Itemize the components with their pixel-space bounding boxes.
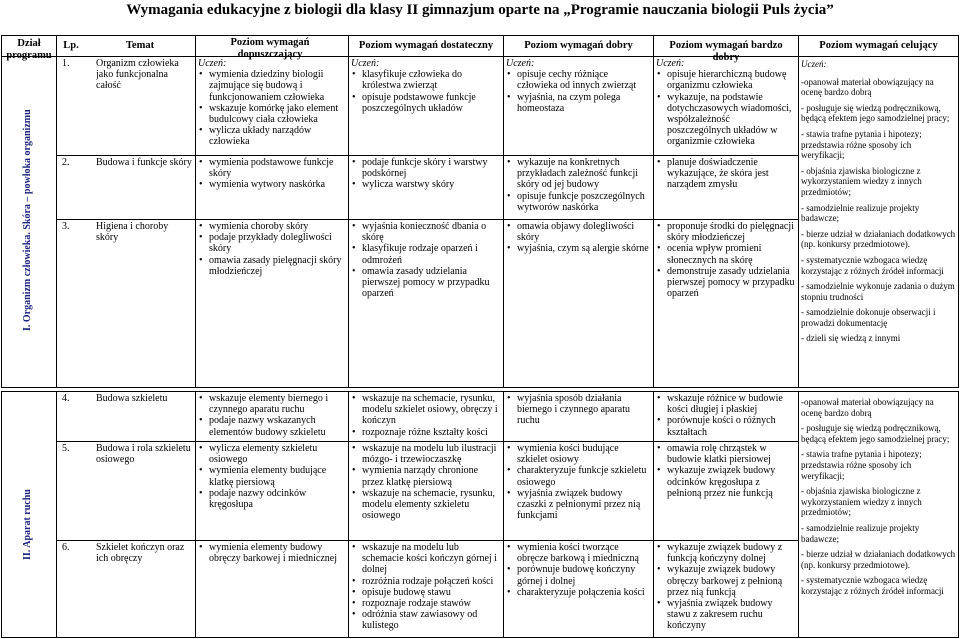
requirement-cell-dost <box>351 542 501 637</box>
row-topic: Szkielet kończyn oraz ich obręczy <box>96 542 185 565</box>
row-topic: Higiena i choroby skóry <box>96 221 169 244</box>
header-dobry: Poziom wymagań dobry <box>524 40 633 51</box>
header-dostateczny: Poziom wymagań dostateczny <box>358 40 494 51</box>
requirement-list <box>198 69 346 147</box>
requirement-item: • omawia zasady pielęgnacji skóry młodzieńczej <box>198 255 346 277</box>
requirement-list <box>198 393 346 438</box>
requirement-item: • wymienia elementy budowy obręczy barkowej i miednicznej <box>198 542 346 564</box>
requirement-item: • wyjaśnia, czym są alergie skórne <box>506 243 651 254</box>
row-number: 3. <box>62 221 70 232</box>
celujacy-item: - bierze udział w działaniach dodatkowych (np. konkursy przedmiotowe). <box>801 549 956 570</box>
requirement-cell-dop <box>198 443 346 539</box>
requirement-list <box>506 157 651 213</box>
requirement-item: • wyjaśnia związek budowy czaszki z pełnionymi przez nią funkcjami <box>506 488 651 522</box>
requirement-list <box>656 157 796 191</box>
header-lp: Lp. <box>63 40 79 51</box>
celujacy-item: - stawia trafne pytania i hipotezy; przedstawia różne sposoby ich weryfikacji; <box>801 128 922 161</box>
requirement-item: • rozróżnia rodzaje połączeń kości <box>351 576 501 587</box>
requirement-item: • wylicza warstwy skóry <box>351 179 501 190</box>
requirement-item: • opisuje podstawowe funkcje poszczególnych układów <box>351 92 501 114</box>
row-number: 4. <box>62 393 70 404</box>
requirement-list <box>506 542 651 598</box>
requirement-item: • charakteryzuje połączenia kości <box>506 587 651 598</box>
requirement-item: • porównuje kości o różnych kształtach <box>656 415 796 437</box>
celujacy-item: - dzieli się wiedzą z innymi <box>801 333 901 344</box>
requirement-list <box>351 443 501 521</box>
celujacy-item: - stawia trafne pytania i hipotezy; przedstawia różne sposoby ich weryfikacji; <box>801 449 922 481</box>
row-number: 5. <box>62 443 70 454</box>
requirement-item: • wskazuje komórkę jako element budulcowy ciała człowieka <box>198 103 346 125</box>
requirement-cell-dob <box>506 157 651 218</box>
celujacy-item: -opanował materiał obowiązujący na ocenę bardzo dobrą <box>801 76 934 98</box>
requirement-item: • wykazuje związek budowy z funkcją kończyny dolnej <box>656 542 796 564</box>
requirement-item: • wskazuje na schemacie, rysunku, modelu szkielet osiowy, obręczy i kończyn <box>351 393 501 427</box>
celujacy-item: - posługuje się wiedzą podręcznikową, będącą efektem jego samodzielnej pracy; <box>801 423 950 444</box>
requirement-item: • rozpoznaje różne kształty kości <box>351 427 501 438</box>
requirement-item: • odróżnia staw zawiasowy od kulistego <box>351 609 501 631</box>
row-number: 6. <box>62 542 70 553</box>
requirement-cell-dop <box>198 58 346 154</box>
requirement-item: • wymienia podstawowe funkcje skóry <box>198 157 346 179</box>
requirement-list <box>351 221 501 299</box>
requirement-cell-dob <box>506 542 651 637</box>
section-label-1: I. Organizm człowieka. Skóra – powłoka organizmu <box>22 109 33 331</box>
requirement-list <box>198 443 346 510</box>
requirement-item: • opisuje budowę stawu <box>351 587 501 598</box>
requirement-item: • opisuje cechy różniące człowieka od innych zwierząt <box>506 69 651 91</box>
uczen-label: Uczeń: <box>198 58 227 69</box>
requirement-item: • omawia zasady udzielania pierwszej pomocy w przypadku oparzeń <box>351 266 501 300</box>
row-topic: Organizm człowieka jako funkcjonalna całość <box>96 58 179 92</box>
requirement-list <box>656 443 796 499</box>
requirement-item: • porównuje budowę kończyny górnej i dolnej <box>506 564 651 586</box>
requirement-item: • wykazuje związek budowy odcinków kręgosłupa z pełnioną przez nie funkcją <box>656 465 796 499</box>
row-topic: Budowa szkieletu <box>96 393 168 404</box>
requirement-cell-dop <box>198 157 346 218</box>
requirement-item: • wymienia dziedziny biologii zajmujące się budową i funkcjonowaniem człowieka <box>198 69 346 103</box>
requirement-list <box>506 393 651 427</box>
requirement-item: • wykazuje na konkretnych przykładach zależność funkcji skóry od jej budowy <box>506 157 651 191</box>
requirement-item: • rozpoznaje rodzaje stawów <box>351 598 501 609</box>
requirement-cell-dost <box>351 221 501 386</box>
requirement-list <box>351 393 501 438</box>
requirement-list <box>198 157 346 191</box>
requirement-cell-dost <box>351 58 501 154</box>
requirement-item: • wymienia wytwory naskórka <box>198 179 346 190</box>
requirement-item: • wymienia choroby skóry <box>198 221 346 232</box>
uczen-label: Uczeń: <box>801 59 827 69</box>
requirement-item: • wykazuje, na podstawie dotychczasowych wiadomości, współzależność poszczególnych układów w organizmie człowieka <box>656 92 796 148</box>
requirement-list <box>506 443 651 521</box>
requirement-item: • wyjaśnia konieczność dbania o skórę <box>351 221 501 243</box>
celujacy-cell-1 <box>801 59 956 385</box>
requirement-list <box>656 221 796 299</box>
requirement-item: • demonstruje zasady udzielania pierwszej pomocy w przypadku oparzeń <box>656 266 796 300</box>
celujacy-cell-2 <box>801 393 956 636</box>
requirement-list <box>351 157 501 191</box>
header-temat: Temat <box>125 40 155 51</box>
requirement-cell-dob <box>506 221 651 386</box>
requirement-cell-bdb <box>656 542 796 637</box>
requirement-item: • proponuje środki do pielęgnacji skóry młodzieńczej <box>656 221 796 243</box>
celujacy-item: -opanował materiał obowiązujący na ocenę bardzo dobrą <box>801 397 934 418</box>
requirement-cell-dost <box>351 443 501 539</box>
requirement-item: • wyjaśnia, na czym polega homeostaza <box>506 92 651 114</box>
celujacy-item: - samodzielnie wykonuje zadania o dużym stopniu trudności <box>801 281 955 302</box>
requirement-item: • charakteryzuje funkcje szkieletu osiowego <box>506 465 651 487</box>
requirement-cell-bdb <box>656 221 796 386</box>
requirement-item: • opisuje funkcje poszczególnych wytworów naskórka <box>506 191 651 213</box>
requirement-item: • wykazuje związek budowy obręczy barkowej z pełnioną przez nią funkcją <box>656 564 796 598</box>
requirement-cell-dost <box>351 157 501 218</box>
requirement-list <box>656 393 796 438</box>
celujacy-item: - bierze udział w działaniach dodatkowych (np. konkursy przedmiotowe). <box>801 228 956 250</box>
requirement-list <box>506 221 651 255</box>
requirement-list <box>198 221 346 277</box>
requirement-item: • wymienia kości budujące szkielet osiowy <box>506 443 651 465</box>
requirement-item: • wskazuje różnice w budowie kości długiej i płaskiej <box>656 393 796 415</box>
header-celujacy: Poziom wymagań celujący <box>819 40 938 51</box>
requirement-list <box>656 69 796 147</box>
requirement-item: • planuje doświadczenie wykazujące, że skóra jest narządem zmysłu <box>656 157 796 191</box>
requirement-cell-bdb <box>656 58 796 154</box>
uczen-label: Uczeń: <box>506 58 535 69</box>
celujacy-item: - samodzielnie realizuje projekty badawcze; <box>801 202 920 224</box>
requirement-cell-dob <box>506 443 651 539</box>
row-topic: Budowa i funkcje skóry <box>96 157 192 168</box>
row-number: 2. <box>62 157 70 168</box>
requirement-item: • wymienia kości tworzące obręcze barkową i miedniczną <box>506 542 651 564</box>
requirement-item: • podaje przykłady dolegliwości skóry <box>198 232 346 254</box>
row-topic: Budowa i rola szkieletu osiowego <box>96 443 191 466</box>
header-dzial: Dział programu <box>6 38 52 61</box>
requirement-item: • wylicza elementy szkieletu osiowego <box>198 443 346 465</box>
requirement-list <box>656 542 796 632</box>
requirement-item: • wyjaśnia związek budowy stawu z zakresem ruchu kończyny <box>656 598 796 632</box>
requirement-item: • ocenia wpływ promieni słonecznych na skórę <box>656 243 796 265</box>
header-dopuszczajacy: Poziom wymagań dopuszczający <box>230 37 310 60</box>
document-title: Wymagania edukacyjne z biologii dla klasy II gimnazjum oparte na „Programie nauczania biologii Puls życia” <box>126 2 834 18</box>
requirement-cell-dob <box>506 393 651 440</box>
requirement-item: • wskazuje elementy biernego i czynnego aparatu ruchu <box>198 393 346 415</box>
requirement-cell-bdb <box>656 157 796 218</box>
uczen-label: Uczeń: <box>656 58 685 69</box>
requirement-item: • wylicza układy narządów człowieka <box>198 125 346 147</box>
requirement-item: • wymienia narządy chronione przez klatkę piersiową <box>351 465 501 487</box>
header-bardzo-dobry: Poziom wymagań bardzo dobry <box>669 40 783 63</box>
requirement-item: • wskazuje na schemacie, rysunku, modelu elementy szkieletu osiowego <box>351 488 501 522</box>
requirement-cell-dost <box>351 393 501 440</box>
celujacy-item: - objaśnia zjawiska biologiczne z wykorzystaniem wiedzy z innych przedmiotów; <box>801 165 922 197</box>
requirement-list <box>351 542 501 632</box>
row-number: 1. <box>62 58 70 69</box>
requirement-item: • omawia objawy dolegliwości skóry <box>506 221 651 243</box>
requirement-cell-bdb <box>656 393 796 440</box>
requirement-item: • podaje nazwy odcinków kręgosłupa <box>198 488 346 510</box>
section-label-2: II. Aparat ruchu <box>22 489 33 560</box>
requirement-item: • opisuje hierarchiczną budowę organizmu człowieka <box>656 69 796 91</box>
requirement-item: • wskazuje na modelu lub schemacie kości kończyn górnej i dolnej <box>351 542 501 576</box>
requirement-cell-dop <box>198 393 346 440</box>
requirement-cell-dop <box>198 221 346 386</box>
celujacy-item: - samodzielnie realizuje projekty badawcze; <box>801 522 920 544</box>
requirement-item: • klasyfikuje rodzaje oparzeń i odmrożeń <box>351 243 501 265</box>
celujacy-item: - systematycznie wzbogaca wiedzę korzystając z różnych źródeł informacji <box>801 575 944 596</box>
requirement-item: • podaje funkcje skóry i warstwy podskórnej <box>351 157 501 179</box>
celujacy-item: - samodzielnie dokonuje obserwacji i prowadzi dokumentację <box>801 307 936 328</box>
celujacy-item: - objaśnia zjawiska biologiczne z wykorzystaniem wiedzy z innych przedmiotów; <box>801 486 922 518</box>
requirement-item: • wyjaśnia sposób działania biernego i czynnego aparatu ruchu <box>506 393 651 427</box>
requirement-list <box>351 69 501 114</box>
requirement-list <box>198 542 346 564</box>
requirement-item: • wymienia elementy budujące klatkę piersiową <box>198 465 346 487</box>
requirement-item: • klasyfikuje człowieka do królestwa zwierząt <box>351 69 501 91</box>
celujacy-item: - posługuje się wiedzą podręcznikową, będącą efektem jego samodzielnej pracy; <box>801 102 950 124</box>
requirement-list <box>506 69 651 114</box>
uczen-label: Uczeń: <box>351 58 380 69</box>
requirement-cell-dop <box>198 542 346 637</box>
celujacy-item: - systematycznie wzbogaca wiedzę korzystając z różnych źródeł informacji <box>801 254 944 276</box>
requirement-item: • podaje nazwy wskazanych elementów budowy szkieletu <box>198 415 346 437</box>
requirement-cell-dob <box>506 58 651 154</box>
requirement-item: • omawia rolę chrząstek w budowie klatki piersiowej <box>656 443 796 465</box>
requirement-cell-bdb <box>656 443 796 539</box>
requirement-item: • wskazuje na modelu lub ilustracji mózgo- i trzewioczaszkę <box>351 443 501 465</box>
